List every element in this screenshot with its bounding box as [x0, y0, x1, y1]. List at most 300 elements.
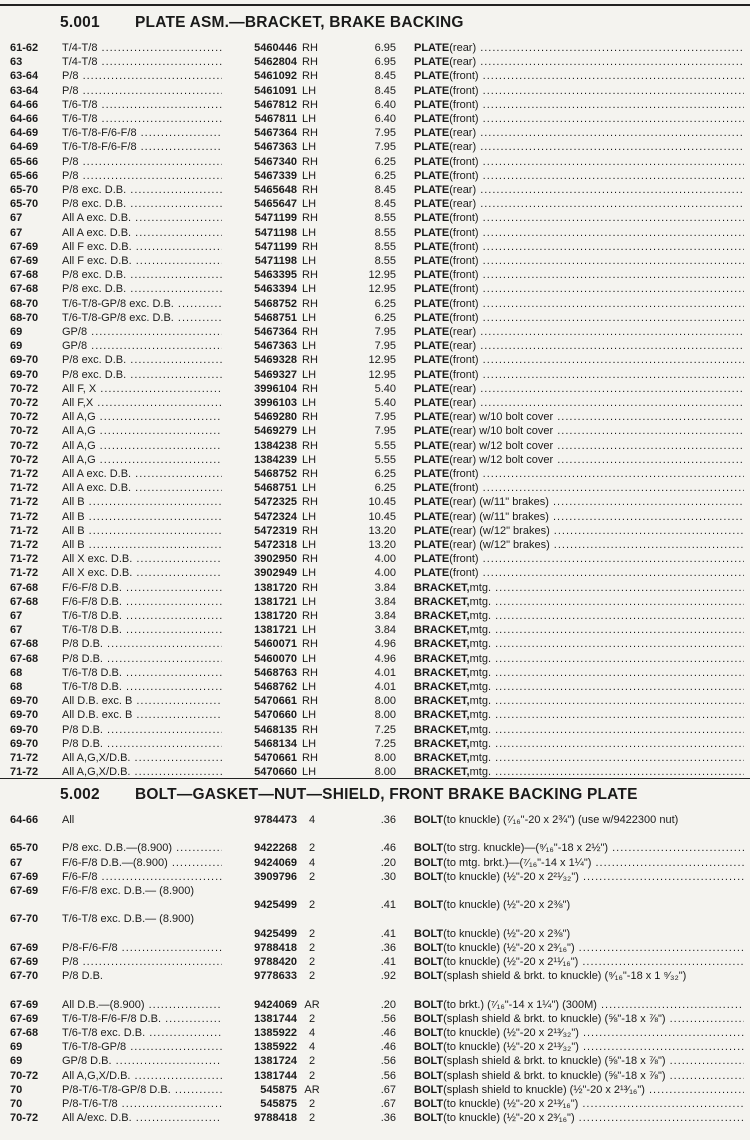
- table-row: [0, 467, 750, 481]
- application: GP/8 .....: [62, 339, 222, 353]
- side: RH: [302, 581, 318, 594]
- part-detail: mtg. .....: [470, 694, 744, 708]
- table-row: [0, 609, 750, 623]
- quantity: 4: [308, 856, 316, 869]
- price: .67: [380, 1098, 396, 1110]
- part-detail: (rear) .....: [449, 382, 744, 396]
- table-row: [0, 941, 750, 955]
- description: [414, 1040, 744, 1054]
- table-row: [0, 708, 750, 722]
- part-name: PLATE: [414, 56, 450, 69]
- part-name: PLATE: [414, 198, 450, 211]
- table-row: [0, 969, 750, 997]
- table-row: [0, 1097, 750, 1111]
- part-number: 9778633: [254, 970, 297, 983]
- model-years: 70-72: [10, 382, 39, 395]
- model-years: 64-66: [10, 814, 39, 826]
- price: 3.84: [374, 624, 396, 637]
- model-years: 67-68: [10, 581, 39, 594]
- table-row: [0, 140, 750, 154]
- part-number: 5470661: [254, 695, 297, 708]
- side: LH: [302, 169, 317, 182]
- quantity: 2: [308, 956, 316, 968]
- side: LH: [302, 539, 317, 551]
- part-name: PLATE: [414, 283, 450, 296]
- price: 7.95: [374, 340, 396, 353]
- part-detail: (front) .....: [449, 84, 744, 98]
- description: [414, 126, 744, 140]
- application: P/8 .....: [62, 84, 222, 98]
- part-number: 5470661: [254, 752, 297, 764]
- part-number: 5467811: [254, 113, 297, 125]
- side: LH: [302, 113, 317, 125]
- part-name: BRACKET,: [414, 581, 470, 594]
- application: All A,G .....: [62, 410, 222, 424]
- side: RH: [302, 553, 318, 566]
- application: P/8 exc. D.B. .....: [62, 268, 222, 282]
- application: P/8 .....: [62, 69, 222, 83]
- part-detail: (rear) .....: [449, 41, 744, 55]
- part-detail: mtg. .....: [470, 708, 744, 722]
- part-detail: (to knuckle) (½"-20 x 2⅜"): [443, 899, 571, 912]
- part-name: BRACKET,: [414, 766, 470, 779]
- price: 8.55: [374, 226, 396, 239]
- price: 3.84: [374, 581, 396, 594]
- quantity: 2: [308, 927, 316, 940]
- description: [414, 325, 744, 339]
- part-name: PLATE: [414, 42, 450, 54]
- part-name: BRACKET,: [414, 666, 470, 679]
- part-number: 1381720: [254, 610, 297, 622]
- price: .46: [380, 842, 396, 855]
- side: LH: [302, 709, 317, 722]
- part-number: 5463394: [254, 283, 297, 296]
- part-number: 5470660: [254, 766, 297, 779]
- part-number: 5461091: [254, 84, 297, 97]
- model-years: 64-66: [10, 98, 39, 111]
- price: .36: [380, 941, 396, 954]
- side: LH: [302, 737, 317, 750]
- application: All A exc. D.B. .....: [62, 467, 222, 481]
- table-row: [0, 998, 750, 1012]
- price: 7.95: [374, 326, 396, 338]
- side: RH: [302, 610, 318, 622]
- model-years: 61-62: [10, 42, 39, 54]
- model-years: 71-72: [10, 766, 39, 779]
- side: RH: [302, 297, 318, 310]
- table-row: [0, 1040, 750, 1054]
- part-number: 5465648: [254, 184, 297, 196]
- model-years: 70-72: [10, 453, 39, 466]
- part-number: 5467812: [254, 98, 297, 111]
- price: 6.95: [374, 42, 396, 54]
- part-detail: (front) .....: [449, 467, 744, 481]
- description: [414, 41, 744, 55]
- table-row: [0, 439, 750, 453]
- description: [414, 813, 744, 841]
- price: 8.55: [374, 212, 396, 225]
- model-years: 64-69: [10, 141, 39, 154]
- application: P/8 D.B. .....: [62, 652, 222, 666]
- part-name: BRACKET,: [414, 624, 470, 637]
- quantity: AR: [304, 998, 320, 1011]
- part-detail: mtg. .....: [470, 581, 744, 595]
- part-detail: (to knuckle) (½"-20 x 2³⁄₁₆") .....: [443, 1111, 744, 1125]
- part-name: BRACKET,: [414, 695, 470, 708]
- side: LH: [302, 283, 317, 296]
- part-name: PLATE: [414, 311, 450, 324]
- application: T/6-T/8-F/6-F/8 .....: [62, 126, 222, 140]
- model-years: 68: [10, 681, 23, 693]
- part-name: PLATE: [414, 425, 450, 438]
- part-name: PLATE: [414, 468, 450, 480]
- section-number: 5.002: [60, 786, 100, 803]
- part-name: PLATE: [414, 226, 450, 239]
- part-number: 9422268: [254, 842, 297, 855]
- part-name: PLATE: [414, 567, 450, 580]
- section-title: PLATE ASM.—BRACKET, BRAKE BACKING: [135, 14, 464, 31]
- description: [414, 140, 744, 154]
- description: [414, 680, 744, 694]
- price: 7.25: [374, 723, 396, 736]
- side: RH: [302, 269, 318, 282]
- part-detail: (rear) .....: [449, 126, 744, 140]
- part-name: PLATE: [414, 539, 450, 551]
- price: 6.25: [374, 169, 396, 182]
- model-years: 67-70: [10, 913, 39, 926]
- application: F/6-F/8 D.B. .....: [62, 581, 222, 595]
- part-number: 3902950: [254, 553, 297, 566]
- part-number: 545875: [260, 1083, 297, 1096]
- quantity: 4: [308, 1041, 316, 1054]
- application: P/8 exc. D.B. .....: [62, 183, 222, 197]
- application: T/6-T/8 D.B. .....: [62, 609, 222, 623]
- part-detail: (splash shield to knuckle) (½"-20 x 2¹³⁄₁₆") .....: [443, 1083, 744, 1097]
- description: [414, 941, 744, 955]
- application: T/6-T/8 .....: [62, 98, 222, 112]
- model-years: 69: [10, 1041, 23, 1054]
- description: [414, 1054, 744, 1068]
- side: RH: [302, 127, 318, 140]
- table-row: [0, 481, 750, 495]
- part-detail: (front) .....: [449, 226, 744, 240]
- description: [414, 998, 744, 1012]
- description: [414, 297, 744, 311]
- part-detail: (rear) (w/12" brakes) .....: [449, 538, 744, 552]
- application: T/6-T/8-GP/8 .....: [62, 1040, 222, 1054]
- table-row: [0, 495, 750, 509]
- part-name: BOLT: [414, 927, 444, 940]
- application: F/6-F/8 exc. D.B.— (8.900): [62, 885, 195, 897]
- price: 7.95: [374, 425, 396, 438]
- part-name: BOLT: [414, 1112, 444, 1125]
- model-years: 67-69: [10, 255, 39, 267]
- part-detail: (rear) (w/11" brakes) .....: [449, 510, 744, 524]
- part-number: 5467363: [254, 340, 297, 353]
- description: [414, 211, 744, 225]
- model-years: 71-72: [10, 752, 39, 764]
- part-detail: (rear) .....: [449, 55, 744, 69]
- application: T/6-T/8-F/6-F/8 .....: [62, 140, 222, 154]
- model-years: 64-66: [10, 113, 39, 125]
- description: [414, 368, 744, 382]
- application: All A,G .....: [62, 439, 222, 453]
- model-years: 67-69: [10, 240, 39, 253]
- part-number: 5468134: [254, 737, 297, 750]
- price: 7.95: [374, 411, 396, 424]
- side: RH: [302, 524, 318, 537]
- price: 8.00: [374, 695, 396, 708]
- description: [414, 1111, 744, 1125]
- application: P/8 D.B. .....: [62, 723, 222, 737]
- table-row: [0, 1083, 750, 1097]
- model-years: 65-70: [10, 184, 39, 196]
- section-heading: [60, 14, 464, 32]
- table-row: [0, 1054, 750, 1068]
- side: RH: [302, 411, 318, 424]
- price: .41: [380, 927, 396, 940]
- model-years: 71-72: [10, 567, 39, 580]
- description: [414, 595, 744, 609]
- model-years: 71-72: [10, 468, 39, 480]
- table-row: [0, 282, 750, 296]
- part-name: BOLT: [414, 998, 444, 1011]
- quantity: 2: [308, 1098, 316, 1110]
- application: All A exc. D.B. .....: [62, 211, 222, 225]
- part-name: BRACKET,: [414, 681, 470, 693]
- side: RH: [302, 98, 318, 111]
- part-detail: (front) .....: [449, 552, 744, 566]
- part-number: 5460071: [254, 638, 297, 651]
- part-number: 1381721: [254, 624, 297, 637]
- table-row: [0, 268, 750, 282]
- application: F/6-F/8 .....: [62, 870, 222, 884]
- part-number: 5471199: [254, 240, 297, 253]
- price: 8.00: [374, 752, 396, 764]
- price: 4.00: [374, 553, 396, 566]
- part-number: 5460070: [254, 652, 297, 665]
- model-years: 67-68: [10, 595, 39, 608]
- table-row: [0, 41, 750, 55]
- part-number: 5472318: [254, 539, 297, 551]
- description: [414, 84, 744, 98]
- side: LH: [302, 226, 317, 239]
- part-name: BRACKET,: [414, 610, 470, 622]
- table-row: [0, 382, 750, 396]
- part-name: BOLT: [414, 1055, 444, 1068]
- model-years: 63-64: [10, 84, 39, 97]
- part-detail: (front) .....: [449, 211, 744, 225]
- application: All B .....: [62, 495, 222, 509]
- description: [414, 566, 744, 580]
- side: RH: [302, 42, 318, 54]
- quantity: 2: [308, 941, 316, 954]
- application: All F exc. D.B. .....: [62, 254, 222, 268]
- application: All F, X .....: [62, 382, 222, 396]
- part-detail: (to knuckle) (½"-20 x 2¹¹⁄₁₆") .....: [443, 955, 744, 969]
- part-number: 5468135: [254, 723, 297, 736]
- price: 6.25: [374, 468, 396, 480]
- description: [414, 581, 744, 595]
- part-name: PLATE: [414, 496, 450, 509]
- description: [414, 666, 744, 680]
- part-detail: (to knuckle) (½"-20 x 2³⁄₁₆") .....: [443, 941, 744, 955]
- description: [414, 268, 744, 282]
- table-row: [0, 581, 750, 595]
- part-detail: (rear) w/12 bolt cover .....: [449, 439, 744, 453]
- table-row: [0, 240, 750, 254]
- price: 12.95: [368, 368, 396, 381]
- price: .41: [380, 899, 396, 912]
- price: .20: [380, 856, 396, 869]
- part-number: 5470660: [254, 709, 297, 722]
- model-years: 67-69: [10, 998, 39, 1011]
- part-name: BOLT: [414, 1041, 444, 1054]
- part-number: 5468751: [254, 311, 297, 324]
- quantity: 2: [308, 1069, 316, 1082]
- description: [414, 197, 744, 211]
- model-years: 69: [10, 326, 23, 338]
- price: .67: [380, 1083, 396, 1096]
- part-detail: (rear) .....: [449, 339, 744, 353]
- application: T/6-T/8 .....: [62, 112, 222, 126]
- application: T/6-T/8-GP/8 exc. D.B. .....: [62, 311, 222, 325]
- part-detail: (to knuckle) (½"-20 x 2¹³⁄₃₂") .....: [443, 1040, 744, 1054]
- part-name: PLATE: [414, 70, 450, 83]
- description: [414, 98, 744, 112]
- price: 8.00: [374, 766, 396, 779]
- side: LH: [302, 595, 317, 608]
- table-row: [0, 1111, 750, 1125]
- model-years: 65-66: [10, 155, 39, 168]
- description: [414, 55, 744, 69]
- part-number: 1381744: [254, 1012, 297, 1025]
- application: All B .....: [62, 538, 222, 552]
- part-detail: (rear) .....: [449, 183, 744, 197]
- table-row: [0, 1026, 750, 1040]
- description: [414, 870, 744, 884]
- description: [414, 751, 744, 765]
- part-detail: (to knuckle) (½"-20 x 2¹³⁄₁₆") .....: [443, 1097, 744, 1111]
- description: [414, 282, 744, 296]
- table-row: [0, 55, 750, 69]
- application: All F,X .....: [62, 396, 222, 410]
- part-detail: (rear) w/10 bolt cover .....: [449, 410, 744, 424]
- model-years: 69-70: [10, 354, 39, 367]
- table-row: [0, 955, 750, 969]
- side: LH: [302, 510, 317, 523]
- description: [414, 424, 744, 438]
- price: 8.55: [374, 240, 396, 253]
- part-number: 5463395: [254, 269, 297, 282]
- model-years: 67: [10, 226, 23, 239]
- application: All F exc. D.B. .....: [62, 240, 222, 254]
- part-number: 5468763: [254, 666, 297, 679]
- price: 8.00: [374, 709, 396, 722]
- price: 7.95: [374, 141, 396, 154]
- description: [414, 112, 744, 126]
- part-number: 9424069: [254, 856, 297, 869]
- part-name: PLATE: [414, 439, 450, 452]
- part-number: 5467364: [254, 326, 297, 338]
- price: 6.25: [374, 482, 396, 495]
- model-years: 69-70: [10, 368, 39, 381]
- price: 13.20: [368, 539, 396, 551]
- application: T/6-T/8 exc. D.B.— (8.900): [62, 913, 195, 926]
- application: All B .....: [62, 524, 222, 538]
- price: 3.84: [374, 595, 396, 608]
- part-name: PLATE: [414, 354, 450, 367]
- price: .36: [380, 1112, 396, 1125]
- part-name: BRACKET,: [414, 752, 470, 764]
- application: All A,G .....: [62, 424, 222, 438]
- part-detail: (to strg. knuckle)—(⁹⁄₁₆"-18 x 2½") .....: [443, 841, 744, 855]
- side: RH: [302, 752, 318, 764]
- part-number: 3909796: [254, 870, 297, 883]
- side: RH: [302, 695, 318, 708]
- part-number: 5467340: [254, 155, 297, 168]
- model-years: 71-72: [10, 510, 39, 523]
- table-row: [0, 396, 750, 410]
- table-row: [0, 126, 750, 140]
- side: LH: [302, 198, 317, 211]
- part-detail: (front) .....: [449, 481, 744, 495]
- part-detail: mtg. .....: [470, 623, 744, 637]
- table-row: [0, 297, 750, 311]
- part-detail: (to knuckle) (½"-20 x 2⅜"): [443, 927, 571, 940]
- part-name: BRACKET,: [414, 723, 470, 736]
- model-years: 69-70: [10, 737, 39, 750]
- part-detail: (rear) (w/12" brakes) .....: [449, 524, 744, 538]
- part-detail: mtg. .....: [470, 737, 744, 751]
- application: T/6-T/8-GP/8 exc. D.B. .....: [62, 297, 222, 311]
- description: [414, 708, 744, 722]
- application: P/8-T/6-T/8 .....: [62, 1097, 222, 1111]
- part-detail: (splash shield & brkt. to knuckle) (⅝"-18 x ⅞") .....: [443, 1054, 744, 1068]
- table-row: [0, 595, 750, 609]
- model-years: 63: [10, 56, 23, 69]
- quantity: 2: [308, 899, 316, 912]
- table-row: [0, 84, 750, 98]
- description: [414, 841, 744, 855]
- part-detail: (rear) .....: [449, 396, 744, 410]
- description: [414, 311, 744, 325]
- application: T/6-T/8 exc. D.B. .....: [62, 1026, 222, 1040]
- side: RH: [302, 212, 318, 225]
- description: [414, 495, 744, 509]
- model-years: 69-70: [10, 709, 39, 722]
- part-name: PLATE: [414, 127, 450, 140]
- table-row: [0, 112, 750, 126]
- part-number: 5472319: [254, 524, 297, 537]
- price: 10.45: [368, 496, 396, 509]
- side: RH: [302, 468, 318, 480]
- description: [414, 240, 744, 254]
- part-detail: (front) .....: [449, 254, 744, 268]
- application: P/8 .....: [62, 955, 222, 969]
- part-detail: mtg. .....: [470, 637, 744, 651]
- application: P/8 exc. D.B. .....: [62, 282, 222, 296]
- model-years: 67-70: [10, 970, 39, 983]
- part-detail: (to mtg. brkt.)—(⁷⁄₁₆"-14 x 1¼") .....: [443, 856, 744, 870]
- part-detail: (to knuckle) (½"-20 x 2²¹⁄₃₂") .....: [443, 870, 744, 884]
- application: T/6-T/8-F/6-F/8 D.B. .....: [62, 1012, 222, 1026]
- part-name: BOLT: [414, 956, 444, 968]
- table-row: [0, 813, 750, 841]
- application: All A,G,X/D.B. .....: [62, 765, 222, 779]
- table-row: [0, 169, 750, 183]
- side: RH: [302, 723, 318, 736]
